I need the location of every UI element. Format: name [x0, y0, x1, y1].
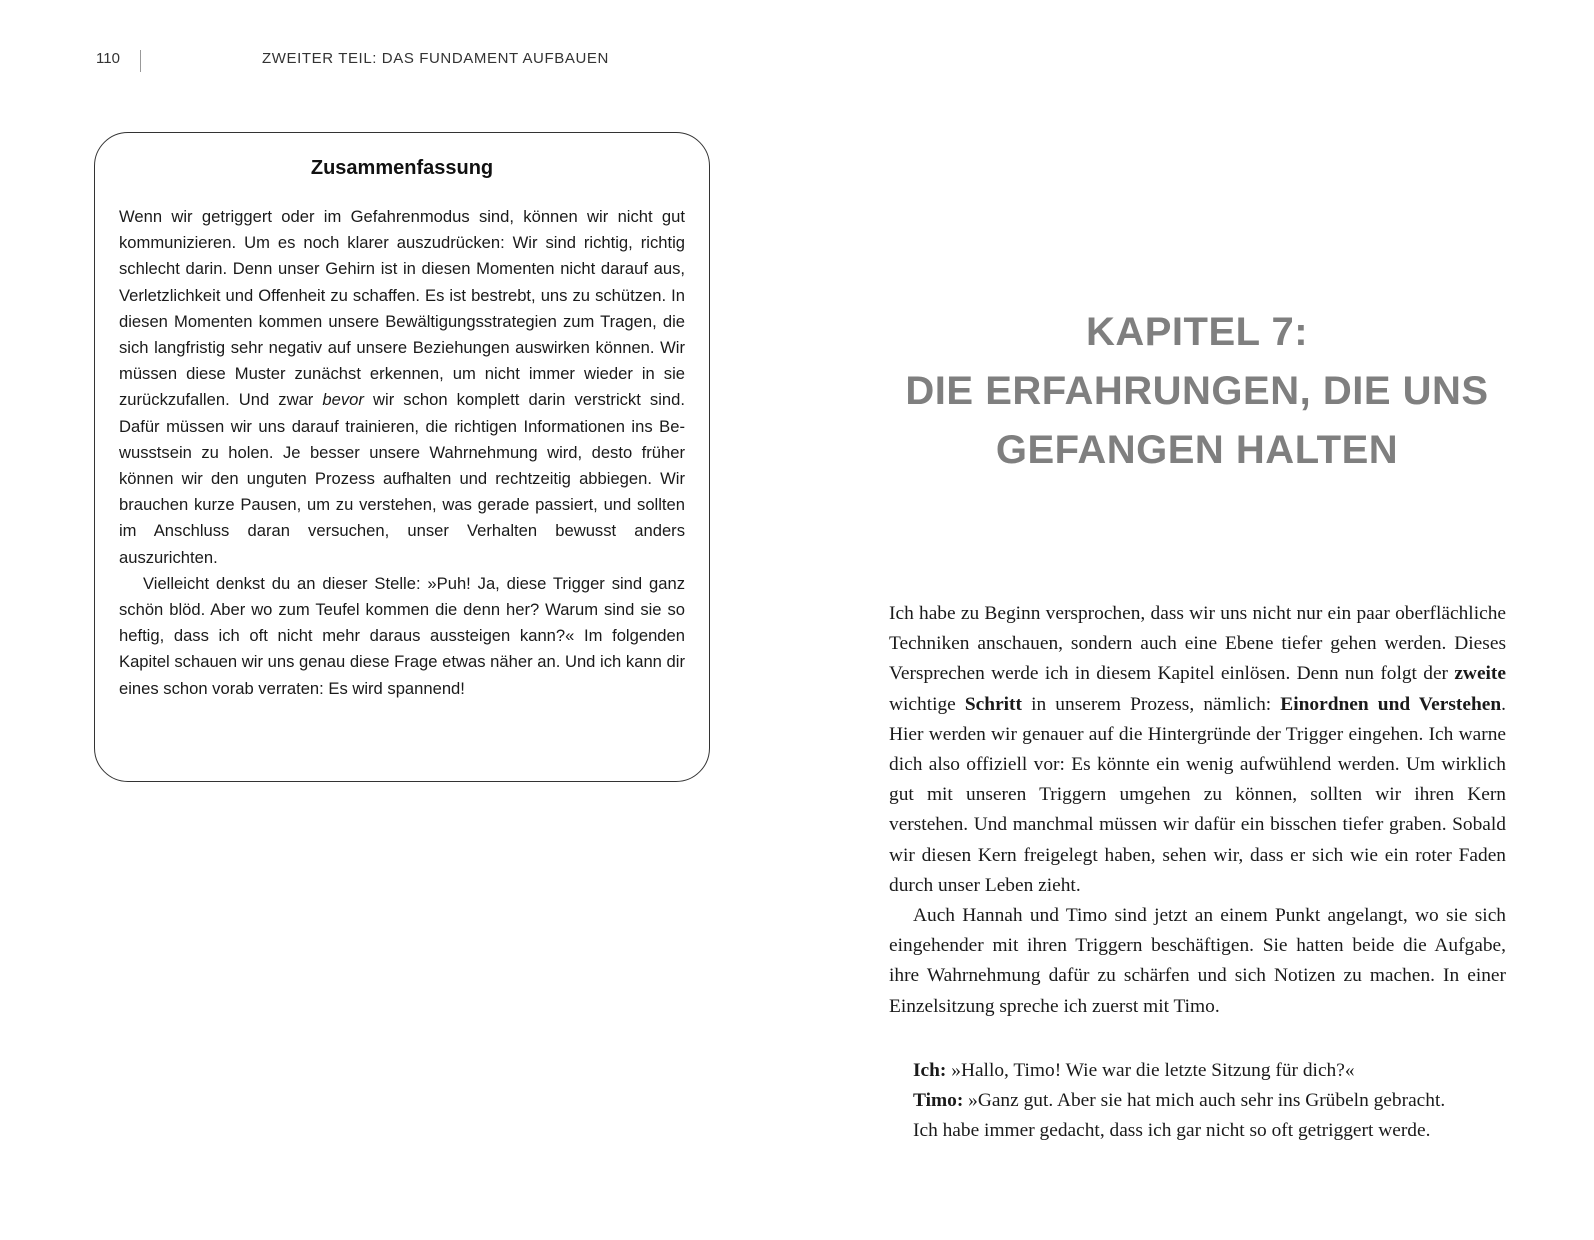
- chapter-title-line: KAPITEL 7:: [1085, 310, 1309, 354]
- summary-text-run: Wenn wir getriggert oder im Gefahrenmodus sind, können wir nicht gut kommunizieren. Um es noch klarer auszudrücken: Wir sind richtig, richtig schlecht darin. Denn unser Gehirn ist in diesen Momenten nicht darauf aus, Verletzlichkeit und Offenheit zu schaffen. Es ist bestrebt, uns zu schützen. In diesen Momenten kommen unsere Bewältigungsstrategien zum Tragen, die sich langfristig sehr negativ auf unsere Beziehungen auswirken können. Wir müssen diese Muster zunächst erkennen, um nicht immer wieder in sie zurückzufallen. Und zwar: [119, 207, 685, 410]
- dialogue-speaker: Timo:: [913, 1090, 964, 1112]
- summary-paragraph: Vielleicht denkst du an dieser Stelle: »Puh! Ja, diese Trigger sind ganz schön blöd. Aber wo zum Teufel kommen die denn her? Warum sind sie so heftig, dass ich oft nicht mehr daraus aussteigen kann?« Im folgenden Kapitel schauen wir uns genau diese Frage etwas näher an. Und ich kann dir eines schon vorab verraten: Es wird spannend!: [119, 573, 685, 698]
- body-text-run: Ich habe zu Beginn versprochen, dass wir uns nicht nur ein paar oberflächliche Techniken anschauen, sondern auch eine Ebene tiefer gehen werden. Dieses Versprechen werde ich in diesem Kapitel einlösen. Denn nun folgt der: [889, 603, 1506, 685]
- body-bold: zweite: [1454, 663, 1506, 685]
- dialogue-text: »Hallo, Timo! Wie war die letzte Sitzung für dich?«: [946, 1060, 1355, 1081]
- dialogue-text: »Ganz gut. Aber sie hat mich auch sehr ins Grübeln gebracht.: [963, 1090, 1446, 1112]
- body-text-run: wichtige: [889, 693, 965, 715]
- dialogue-text: Ich habe immer gedacht, dass ich gar nicht so oft getriggert werde.: [913, 1120, 1431, 1142]
- running-head: ZWEITER TEIL: DAS FUNDAMENT AUFBAUEN: [262, 50, 609, 67]
- dialogue-line: [913, 1086, 1513, 1116]
- body-paragraph: Auch Hannah und Timo sind jetzt an einem Punkt angelangt, wo sie sich eingehender mit ihren Triggern beschäftigen. Sie hatten beide die Aufgabe, ihre Wahrnehmung dafür zu schärfen und sich Notizen zu machen. In einer Einzelsitzung spreche ich zuerst mit Timo.: [889, 905, 1506, 1017]
- page-number: 110: [96, 50, 120, 67]
- chapter-title-line: GEFANGEN HALTEN: [995, 428, 1399, 472]
- summary-emphasis: bevor: [322, 390, 364, 410]
- body-text-run: . Hier werden wir genauer auf die Hintergründe der Trigger eingehen. Ich warne dich also offiziell vor: Es könnte ein wenig aufwühlend werden. Um wirklich gut mit unseren Triggern umgehen zu können, sollten wir ihren Kern verstehen. Und manchmal müssen wir dafür ein bisschen tiefer graben. Sobald wir diesen Kern freigelegt haben, sehen wir, dass er sich wie ein roter Faden durch unser Leben zieht.: [889, 693, 1506, 896]
- dialogue-line: [913, 1116, 1513, 1146]
- summary-title: Zusammenfassung: [310, 157, 494, 179]
- dialogue-speaker: Ich:: [913, 1060, 947, 1081]
- body-bold: Einordnen und Verstehen: [1280, 693, 1502, 715]
- body-paragraph: [889, 599, 1506, 901]
- summary-text-run: wir schon komplett darin verstrickt sind. Dafür müssen wir uns darauf trainieren, die richtigen Informationen ins Bewusstsein zu holen. Je besser unsere Wahrnehmung wird, desto früher können wir den unguten Prozess aufhalten und rechtzeitig abbiegen. Wir brauchen kurze Pausen, um zu verstehen, was gerade passiert, und sollten im Anschluss daran versuchen, unser Verhalten bewusst anders auszurichten.: [119, 390, 685, 567]
- body-bold: Schritt: [964, 693, 1022, 715]
- summary-paragraph: [119, 204, 685, 571]
- chapter-title: [880, 303, 1514, 480]
- summary-box: [94, 132, 710, 782]
- body-text-run: in unserem Prozess, nämlich:: [1021, 693, 1281, 715]
- dialogue-line: [913, 1056, 1513, 1086]
- dialogue: [913, 1056, 1513, 1147]
- header-divider: [140, 50, 141, 72]
- body-text: [889, 599, 1506, 1022]
- summary-text: [119, 204, 685, 702]
- chapter-title-line: DIE ERFAHRUNGEN, DIE UNS: [905, 369, 1489, 413]
